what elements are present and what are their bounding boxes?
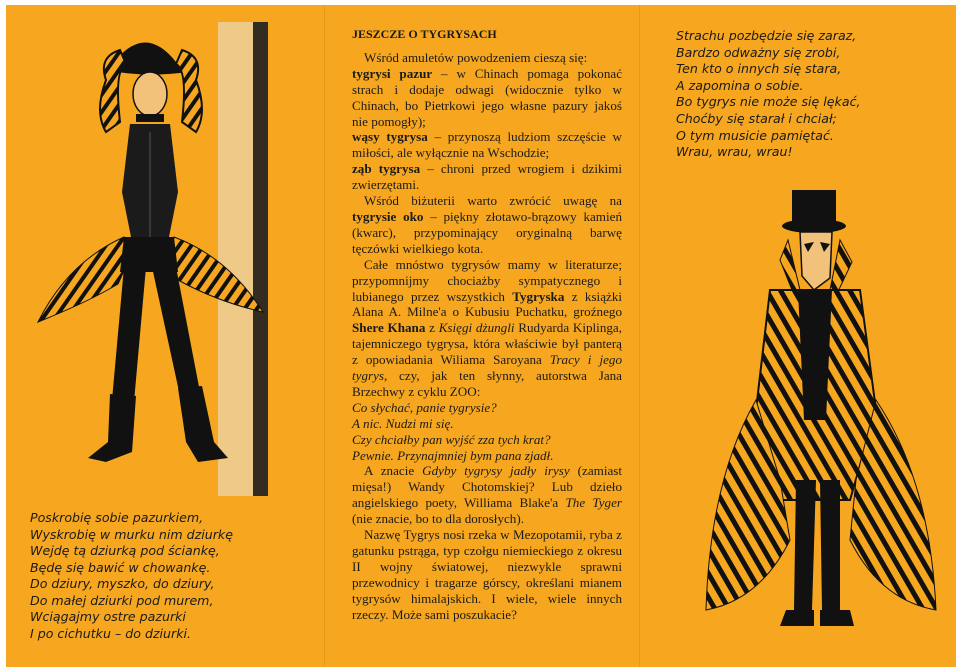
other-works-paragraph <box>352 463 622 527</box>
amulet-item <box>352 66 622 130</box>
poem-line: Wejdę tą dziurką pod ściankę, <box>30 543 220 558</box>
shere-khan-term: Shere Khana <box>352 320 426 336</box>
poem-line: Choćby się starał i chciał; <box>676 110 837 126</box>
amulet-item <box>352 129 622 161</box>
poem-line: I po cichutku – do dziurki. <box>30 625 192 641</box>
poem-line: Wciągajmy ostre pazurki <box>30 609 186 624</box>
paragraph-text: A znacie <box>364 463 423 479</box>
paragraph-text: – piękny złotawo-brązowy kamień (kwarc), przypominający oryginalną barwę tęczówki wielkiego kota. <box>352 208 622 256</box>
poem-line: Wrau, wrau, wrau! <box>676 144 793 160</box>
tyger-title: The Tyger <box>565 495 622 511</box>
poem-line: Bardzo odważny się zrobi, <box>676 44 841 60</box>
paragraph-text: z książki Alana A. Milne'a o Kubusiu Puchatku, groźnego <box>352 288 623 320</box>
poem-line: O tym musicie pamiętać. <box>676 127 834 143</box>
poem-line: Ten kto o innych się stara, <box>676 61 842 77</box>
amulet-term: ząb tygrysa <box>352 161 421 177</box>
jewelry-paragraph <box>352 193 622 257</box>
poem-line: Bo tygrys nie może się lękać, <box>676 94 861 110</box>
paragraph-text: Rudyarda Kiplinga, tajemniczego tygrysa, która właściwie był panterą z opowiadania Wiliama Saroyana <box>352 320 622 368</box>
poem-line: Wyskrobię w murku nim dziurkę <box>30 526 233 542</box>
article-intro: Wśród amuletów powodzeniem cieszą się: <box>364 49 588 65</box>
poem-line: Będę się bawić w chowankę. <box>30 559 211 575</box>
paragraph-text: , czy, jak ten słynny, autorstwa Jana Brzechwy z cyklu ZOO: <box>352 368 622 399</box>
left-poem <box>30 510 310 642</box>
poem-line: Do dziury, myszko, do dziury, <box>30 576 215 591</box>
tiger-costume-woman-illustration <box>28 22 268 496</box>
dialog-line: A nic. Nudzi mi się. <box>352 415 454 431</box>
article-heading: JESZCZE O TYGRYSACH <box>352 27 497 41</box>
paragraph-text: z <box>425 320 439 336</box>
paragraph-text: Wśród biżuterii warto zwrócić uwagę na <box>364 193 622 209</box>
tiger-cape-man-illustration <box>700 180 940 650</box>
tiger-article <box>352 27 622 623</box>
dialog-line: Co słychać, panie tygrysie? <box>352 399 497 415</box>
amulet-item <box>352 161 622 193</box>
poem-line: Poskrobię sobie pazurkiem, <box>30 510 204 525</box>
amulet-text: – w Chinach pomaga pokonać strach i dodaje odwagi (widocznie tylko w Chinach, bo Pietrkowi jego własne pazury jakoś nie pomogły); <box>352 65 623 129</box>
paragraph-text: (nie znacie, bo to dla dorosłych). <box>352 511 524 527</box>
gdyby-title: Gdyby tygrysy jadły irysy <box>422 463 570 479</box>
tiger-eye-term: tygrysie oko <box>352 208 424 224</box>
literature-paragraph <box>352 257 622 400</box>
paragraph-text: (zamiast mięsa!) Wandy Chotomskiej? Lub dzieło angielskiego poety, Williama Blake'a <box>352 463 622 511</box>
right-poem <box>676 28 946 161</box>
amulet-text: – przynoszą ludziom szczęście w miłości, ale wyłącznie na Wschodzie; <box>352 129 623 161</box>
amulet-term: wąsy tygrysa <box>352 129 428 145</box>
name-usage-paragraph: Nazwę Tygrys nosi rzeka w Mezopotamii, ryba z gatunku pstrąga, typ czołgu niemieckiego z okresu II wojny światowej, niezwykle sprawni przewodnicy i tragarze górscy, określani mianem tygrysów himalajskich. I wiele, wiele innych rzeczy. Może sami poszukacie? <box>352 527 622 622</box>
dialog-line: Czy chciałby pan wyjść zza tych krat? <box>352 431 551 447</box>
poem-line: A zapomina o sobie. <box>676 77 804 93</box>
fold-line <box>324 5 325 667</box>
tracy-title: Tracy i jego tygrys <box>352 352 622 384</box>
poem-line: Do małej dziurki pod murem, <box>30 592 214 608</box>
jungle-book-title: Księgi dżungli <box>438 320 515 336</box>
paragraph-text: Całe mnóstwo tygrysów mamy w literaturze; przypomnijmy chociażby sympatycznego i lubianego przez wszystkich <box>352 256 622 304</box>
poem-line: Strachu pozbędzie się zaraz, <box>676 28 857 43</box>
tygrysek-term: Tygryska <box>512 288 565 304</box>
amulet-term: tygrysi pazur <box>352 65 433 81</box>
amulet-text: – chroni przed wrogiem i dzikimi zwierzętami. <box>352 161 622 193</box>
fold-line <box>639 5 640 667</box>
dialog-line: Pewnie. Przynajmniej bym pana zjadł. <box>352 447 554 463</box>
